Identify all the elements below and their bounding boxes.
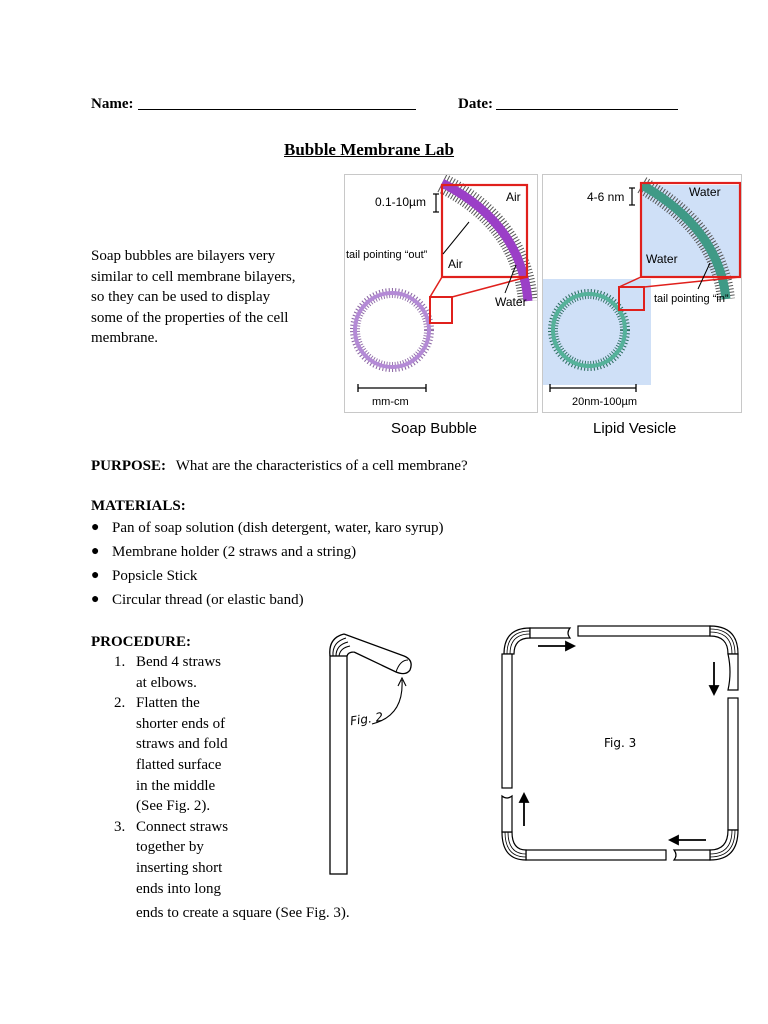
list-item: ● Popsicle Stick [91,568,198,584]
soap-bubble-panel [344,174,538,413]
step-number: 3. [114,818,126,835]
step-line: straws and fold [136,736,228,753]
material-text: Pan of soap solution (dish detergent, water, karo syrup) [112,520,444,536]
fig3-label: Fig. 3 [604,736,637,750]
vesicle-tail-label: tail pointing “in” [654,293,729,305]
soap-thickness-label: 0.1-10µm [375,195,426,209]
lipid-vesicle-caption: Lipid Vesicle [593,420,677,437]
step-number: 2. [114,695,126,712]
soap-bubble-caption: Soap Bubble [391,420,477,437]
step-line: Flatten the [136,695,200,712]
date-field-line[interactable] [496,109,678,110]
list-item: ● Circular thread (or elastic band) [91,592,304,608]
step-line: shorter ends of [136,715,226,732]
fig2-label: Fig. 2 [349,709,384,729]
page-title: Bubble Membrane Lab [284,140,455,159]
procedure-continuation: ends to create a square (See Fig. 3). [136,905,350,921]
step-line: inserting short [136,859,223,876]
intro-paragraph [91,246,341,349]
intro-line: membrane. [91,330,159,346]
date-label: Date: [458,96,493,112]
purpose-label: PURPOSE: [91,458,166,474]
procedure-list [114,652,304,899]
step-line: (See Fig. 2). [136,798,211,815]
step-line: Connect straws [136,818,229,835]
fig2-bent-straw [322,628,422,878]
material-text: Popsicle Stick [112,568,198,584]
soap-scale-label: mm-cm [372,396,409,408]
procedure-step [114,817,304,899]
name-field-line[interactable] [138,109,416,110]
soap-inner-air-label: Air [448,257,463,271]
materials-heading: MATERIALS: [91,498,186,514]
material-text: Membrane holder (2 straws and a string) [112,544,357,560]
list-item: ● Pan of soap solution (dish detergent, water, karo syrup) [91,520,444,536]
step-number: 1. [114,654,126,670]
step-line: flatted surface [136,756,222,773]
step-line: ends into long [136,880,221,897]
step-line: in the middle [136,777,216,794]
material-text: Circular thread (or elastic band) [112,592,304,608]
soap-outer-air-label: Air [506,190,521,204]
procedure-heading: PROCEDURE: [91,634,191,650]
vesicle-outer-water-label: Water [689,185,721,199]
vesicle-thickness-label: 4-6 nm [587,190,625,204]
intro-line: some of the properties of the cell [91,309,289,326]
step-line: together by [136,839,204,856]
intro-line: similar to cell membrane bilayers, [91,268,296,285]
soap-water-label: Water [495,295,527,309]
procedure-step [114,693,304,817]
vesicle-scale-label: 20nm-100µm [572,396,638,408]
lipid-vesicle-panel [542,174,742,413]
step-line: at elbows. [136,674,197,691]
name-label: Name: [91,96,134,112]
materials-list [88,516,444,612]
intro-line: Soap bubbles are bilayers very [91,248,276,264]
soap-bubble-diagram [345,175,537,412]
step-line: Bend 4 straws [136,654,221,670]
intro-line: so they can be used to display [91,289,271,305]
purpose-line [91,456,468,477]
vesicle-inner-water-label: Water [646,252,678,266]
soap-tail-label: tail pointing “out” [346,249,428,261]
procedure-step [114,652,304,693]
list-item: ● Membrane holder (2 straws and a string) [91,544,357,560]
purpose-text: What are the characteristics of a cell membrane? [175,458,468,474]
